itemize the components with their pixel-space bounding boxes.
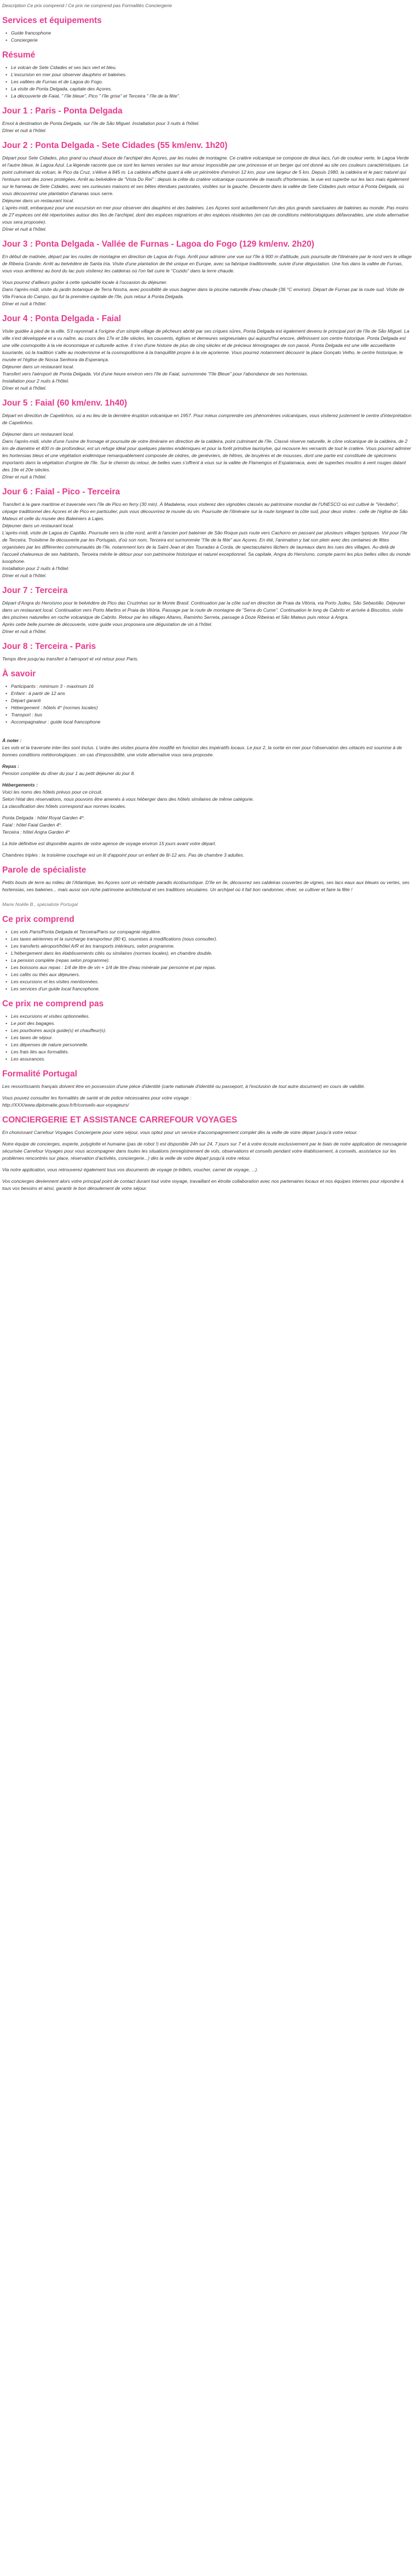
list-item: • Les taxes de séjour. bbox=[2, 1034, 412, 1041]
formalite-text: Les ressortissants français doivent être en possession d'une pièce d'identité (carte nationale d'identité ou passeport, à l'exclusion de tout autre document) en cours de validité. bbox=[2, 1084, 365, 1089]
comprend-title: Ce prix comprend bbox=[2, 915, 74, 924]
day-title: Jour 4 : Ponta Delgada - Faial bbox=[2, 314, 122, 323]
list-item: • La découverte de Faial, " l'île bleue", Pico " l'île grise" et Terceira " l'île de la fête". bbox=[2, 93, 412, 100]
repas-text: Pension complète du dîner du jour 1 au petit déjeuner du jour 8. bbox=[2, 771, 135, 776]
conciergerie-text-4: Vos concierges deviennent alors votre principal point de contact durant tout votre voyage, travaillant en étroite collaboration avec nos partenaires locaux et nos équipes internes pour répondre à tous vos besoins et ainsi, garantir le bon déroulement de votre séjour. bbox=[2, 1178, 404, 1191]
list-item: • Les vallées de Furnas et de Lagoa do Fogo. bbox=[2, 78, 412, 86]
list-item: • L'excursion en mer pour observer dauphins et baleines. bbox=[2, 71, 412, 78]
a-savoir-title: À savoir bbox=[2, 669, 36, 679]
list-item: • Guide francophone bbox=[2, 30, 412, 37]
comprend-list bbox=[2, 928, 412, 993]
list-item: • Les dépenses de nature personnelle. bbox=[2, 1041, 412, 1048]
list-item: • Hébergement : hôtels 4* (normes locales) bbox=[2, 704, 412, 711]
resume-list bbox=[2, 64, 412, 100]
list-item: • Conciergerie bbox=[2, 37, 412, 44]
day-title: Jour 5 : Faial (60 km/env. 1h40) bbox=[2, 398, 127, 408]
day-title: Jour 6 : Faial - Pico - Terceira bbox=[2, 487, 120, 497]
day-title: Jour 8 : Terceira - Paris bbox=[2, 642, 96, 651]
list-item: • Les vols Paris/Ponta Delgada et Terceira/Paris sur compagnie régulière. bbox=[2, 928, 412, 936]
ne-comprend-list bbox=[2, 1013, 412, 1063]
list-item: • Les boissons aux repas : 1/4 de litre de vin + 1/4 de litre d'eau minérale par personne et par repas. bbox=[2, 964, 412, 971]
day-text: Départ en direction de Capelinhos, où a eu lieu de la dernière éruption volcanique en 1957. Pour mieux comprendre ces phénomènes volcaniques, vous visiterez justement le centre d'interprétation de Capelinhos. bbox=[2, 413, 412, 425]
day-text: Départ pour Sete Cidades, plus grand ou chaud douce de l'archipel des Açores, par les routes de montagne. Ce cratère volcanique se compose de deux lacs, l'un de couleur verte, le Lagoa Verde et l'autre bleue, le Lagoa Azul. La légende raconte que ce sont les larmes versées sur leur amour impossible par une princesse et un berger qui ont donné au site ces couleurs caractéristiques. Le point culminant du volcan, le Pico da Cruz, s'élève à 845 m. La caldeira affiche quant à elle un périmètre d'environ 12 km, pour une largeur de 5 km. Depuis 1980, la caldeira et le parc naturel qui l'entoure sont des zones protégées. Arrêt au belvédère de "Vista Do Rei" : depuis la crête du cratère volcanique couronnée de massifs d'hortensias, la vue est superbe sur les lacs mais également sur le hameau de Sete Cidades, avec ses curieuses maisons et ses bêtes étendues pastorales, visibles sur la gauche. Descente dans la vallée de Sete Cidades puis retour à Ponta Delgada, où vous découvrirez une plantation d'ananas sous serre. Déjeuner dans un restaurant local. L'après-midi, embarquez pour une excursion en mer pour observer des dauphins et des baleines. Les Açores sont actuellement l'un des plus grands sanctuaires de baleines au monde. Pas moins de 27 espèces ont été répertoriées autour des îles de l'archipel, dont des espèces migratrices et des espèces résidentes (en cas de conditions météorologiques défavorables, une visite alternative vous sera proposée). Dîner et nuit à l'hôtel. bbox=[2, 155, 409, 232]
hotels-list: Ponta Delgada : hôtel Royal Garden 4*. Faial : hôtel Faial Garden 4*. Terceira : hôtel Angra Garden 4* bbox=[2, 815, 85, 835]
list-item: • Les services d'un guide local francophone. bbox=[2, 985, 412, 993]
list-item: • Transport : bus bbox=[2, 711, 412, 719]
intro-line: Description Ce prix comprend / Ce prix ne comprend pas Formalités Conciergerie bbox=[2, 3, 172, 8]
list-item: • Les pourboires aux(à guide(s) et chauffeur(s). bbox=[2, 1027, 412, 1034]
list-item: • Les transferts aéroport/hôtel A/R et les transports intérieurs, selon programme. bbox=[2, 943, 412, 950]
list-item: • Les excursions et visites optionnelles. bbox=[2, 1013, 412, 1020]
list-item: • Les cafés ou thés aux déjeuners. bbox=[2, 971, 412, 978]
day-text: Départ d'Angra do Heroísmo pour le belvédère de Pico das Cruzinhas sur le Monte Brasil. Continuation par la côte sud en direction de Praia da Vitória, via Porto Judeu, São Sebastião. Déjeuner dans un restaurant local. Continuation vers Porto Martins et Praia da Vitória. Passage par la route de montagne de "Serra do Cume". Continuation le long de Cabrito et arrivée à Biscoitos, visite des piscines naturelles en roche volcanique de Cabrito. Retour par les villages Altares, Raminho Serreta, passage à Doze Ribeiras et São Mateus puis retour à Angra. Après cette belle journée de découverte, votre guide vous proposera une dégustation de vin à l'hôtel. Dîner et nuit à l'hôtel. bbox=[2, 600, 406, 634]
day-title: Jour 7 : Terceira bbox=[2, 586, 68, 595]
list-item: • Accompagnateur : guide local francophone bbox=[2, 719, 412, 726]
specialiste-title: Parole de spécialiste bbox=[2, 865, 87, 875]
list-item: • Le volcan de Sete Cidades et ses lacs vert et bleu. bbox=[2, 64, 412, 71]
resume-title: Résumé bbox=[2, 50, 36, 60]
note-label: À noter : bbox=[2, 738, 22, 743]
hotels-note: La liste définitive est disponible auprès de votre agence de voyage environ 15 jours avant votre départ. bbox=[2, 841, 216, 846]
list-item: • La pension complète (repas selon programme). bbox=[2, 957, 412, 964]
a-savoir-list bbox=[2, 683, 412, 726]
specialiste-text: Petits bouts de terre au milieu de l'Atlantique, les Açores sont un véritable paradis écotouristique. D'île en île, découvrez ses caldeiras couvertes de vignes, ses lacs eaux aux bleues ou vertes, ses hortensias, ses baleines... mais aussi son riche patrimoine architectural et ses traditions séculaires. Un archipel où il fait bon randonner, rêver, se cultiver et faire la fête ! bbox=[2, 880, 410, 892]
hebergements-text: Voici les noms des hôtels prévus pour ce circuit. Selon l'état des réservations, nous pouvons être amenés à vous héberger dans des hôtels similaires de même catégorie. La classification des hôtels correspond aux normes locales. bbox=[2, 789, 254, 809]
conciergerie-title: CONCIERGERIE ET ASSISTANCE CARREFOUR VOYAGES bbox=[2, 1115, 238, 1125]
day-text: Visite guidée à pied de la ville. S'il rayonnait à l'origine d'un simple village de pêcheurs abrité par ses criques sûres, Ponta Delgada est également devenu le principal port de l'île de São Miguel. La ville s'est développée et a vu naître, au cours des 17e et 18e siècles, les couvents, églises et demeures seigneuriales qui aujourd'hui encore, définissent son centre historique. Ponta Delgada est une ville cosmopolite à la vie économique et culturelle active. Il s'en d'une histoire de plus de cinq siècles et de précieux témoignages de son passé, Ponta Delgada est une ville accueillante luxuriante, où la tradition s'allie au modernisme et la cosmopolitisme à la tranquillité propre à la vie açorienne. Vous pourrez notamment découvrir la place Gonçalo Velho, le centre historique, le musée et l'église de Nossa Senhora da Esperança. Déjeuner dans un restaurant local. Transfert vers l'aéroport de Ponta Delgada. Vol d'une heure environ vers l'île de Faial, surnommée "l'île Bleue" pour l'abondance de ses hortensias. Installation pour 2 nuits à l'hôtel. Dîner et nuit à l'hôtel. bbox=[2, 328, 410, 391]
note-text: Les vols et la traversée inter-îles sont inclus. L'ordre des visites pourra être modifié en fonction des impératifs locaux. Le jour 2, la sortie en mer pour l'observation des cétacés est soumise à de bonnes conditions météorologiques : en cas d'impossibilité, une visite alternative vous sera proposée. bbox=[2, 745, 402, 757]
ne-comprend-title: Ce prix ne comprend pas bbox=[2, 999, 104, 1008]
list-item: • Enfant : à partir de 12 ans bbox=[2, 690, 412, 697]
list-item: • La visite de Ponta Delgada, capitale des Açores. bbox=[2, 86, 412, 93]
list-item: • Le port des bagages. bbox=[2, 1020, 412, 1027]
day-text: Vous pourrez d'ailleurs goûter à cette spécialité locale à l'occasion du déjeuner. Dans l'après-midi, visite du jardin botanique de Terra Nostra, avec possibilité de vous baigner dans la piscine naturelle d'eau chaude (36 °C environ). Départ de Furnas par la route sud. Visite de Vila Franca do Campo, qui fut la première capitale de l'île, puis retour à Ponta Delgada. Dîner et nuit à l'hôtel. bbox=[2, 280, 405, 306]
day-title: Jour 1 : Paris - Ponta Delgada bbox=[2, 106, 123, 116]
specialiste-signature: Marie Noëlle B., spécialiste Portugal bbox=[2, 902, 78, 907]
list-item: • L'hébergement dans les établissements cités ou similaires (normes locales), en chambre double. bbox=[2, 950, 412, 957]
day-text: Transfert à la gare maritime et traversée vers l'île de Pico en ferry (30 min). À Madalena, vous visiterez des vignobles classés au patrimoine mondial de l'UNESCO où est cultivé le "Verdelho", cépage traditionnel des Açores et de Pico en particulier, puis vous découvrirez le musée du vin. Poursuite de l'itinéraire sur la route longeant la côte sud, pour deux visites : celle de l'église de São Mateus et celle du musée des Baleiniers à Lajes. Déjeuner dans un restaurant local. L'après-midi, visite de Lagoa do Capitão. Poursuite vers la côte nord, arrêt à l'ancien port baleinier de São Roque puis route vers Cachorro en passant par plusieurs villages typiques. Vol pour l'île de Terceira. Troisième île découverte par les Portugais, d'où son nom, Terceira est surnommée "l'île de la fête" aux Açores. En été, l'animation y bat son plein avec des centaines de fêtes organisées par les différentes communautés de l'île, notamment lors de la Saint-Jean et des Touradas à Corda, de spectaculaires lâchers de taureaux dans les rues des villages. Au-delà de l'accueil chaleureux de ses habitants, Terceira mérite le détour pour son patrimoine historique et naturel exceptionnel. Sa capitale, Angra do Heroísmo, compte parmi les plus belles villes du monde lusophone. Installation pour 2 nuits à l'hôtel. Dîner et nuit à l'hôtel. bbox=[2, 501, 411, 578]
day-text: Déjeuner dans un restaurant local. Dans l'après-midi, visite d'une l'usine de fromage et poursuite de votre itinéraire en direction de la caldeira, point culminant de l'île. Classé réserve naturelle, le cône volcanique de la caldeira, de 2 km de diamètre et 400 m de profondeur, est un refuge idéal pour quelques plantes endémiques et pour la forêt primitive laurisylve, qui recouvre les versants de tout le cratère. Vous pourrez admirer les hortensias bleus et une végétation endémique remarquablement composée de cèdres, de genévriers, de hêtres, de bruyères et de mousses, dont une partie est constituée de spécimens importants dans la végétation d'origine de l'île. Sur le chemin du retour, de belles vues s'offrent à vous sur la vallée de Flamengos et Espalamaca, avec de superbes moulins à vent rouges datant des 19e et 20e siècles. Dîner et nuit à l'hôtel. bbox=[2, 431, 411, 480]
services-title: Services et équipements bbox=[2, 16, 102, 25]
services-list bbox=[2, 30, 412, 44]
hebergements-label: Hébergements : bbox=[2, 782, 38, 788]
formalite-link-text[interactable]: Vous pouvez consulter les formalités de santé et de police nécessaires pour votre voyage : http://XXX/www.diplomatie.gouv.fr/fr/conseils-aux-voyageurs/ bbox=[2, 1095, 192, 1108]
list-item: • Les assurances. bbox=[2, 1056, 412, 1063]
conciergerie-text-2: Notre équipe de concierges, experte, polyglotte et humaine (pas de robot !) est disponible 24h sur 24, 7 jours sur 7 et à votre écoute exclusivement par le biais de notre application de messagerie sécurisée Carrefour Voyages pour vous accompagner dans toutes les situations (enregistrement de vols, observations et conseils pendant votre établissement, à conseils, assistance sur les problèmes rencontrés sur place, réservation d'activités, conciergerie...) dès la veille de votre départ jusqu'à votre retour. bbox=[2, 1141, 407, 1161]
list-item: • Les taxes aériennes et la surcharge transporteur (80 €), soumises à modifications (nous consulter). bbox=[2, 936, 412, 943]
itinerary bbox=[2, 106, 412, 663]
formalite-title: Formalité Portugal bbox=[2, 1069, 77, 1079]
day-title: Jour 3 : Ponta Delgada - Vallée de Furnas - Lagoa do Fogo (129 km/env. 2h20) bbox=[2, 240, 314, 249]
day-title: Jour 2 : Ponta Delgada - Sete Cidades (55 km/env. 1h20) bbox=[2, 141, 228, 150]
day-text: Envol à destination de Ponta Delgada, sur l'île de São Miguel. Installation pour 3 nuits à l'hôtel. Dîner et nuit à l'hôtel. bbox=[2, 121, 200, 133]
list-item: • Les excursions et les visites mentionnées. bbox=[2, 978, 412, 985]
conciergerie-text-1: En choisissant Carrefour Voyages Conciergerie pour votre séjour, vous optez pour un service d'accompagnement complet dès la veille de votre départ jusqu'à votre retour. bbox=[2, 1130, 358, 1135]
conciergerie-text-3: Via notre application, vous retrouverez également tous vos documents de voyage (e-billets, voucher, carnet de voyage, ...). bbox=[2, 1167, 258, 1172]
day-text: Temps libre jusqu'au transfert à l'aéroport et vol retour pour Paris. bbox=[2, 656, 139, 662]
repas-label: Repas : bbox=[2, 763, 20, 769]
chambres-note: Chambres triples : la troisième couchage est un lit d'appoint pour un enfant de 8/-12 ans. Pas de chambre 3 adultes. bbox=[2, 852, 245, 858]
list-item: • Participants : minimum 3 - maximum 16 bbox=[2, 683, 412, 690]
day-text: En début de matinée, départ par les routes de montagne en direction de Lagoa do Fogo. Arrêt pour admirer une vue sur l'île à 900 m d'altitude, puis poursuite de l'itinéraire par le nord vers le village de Ribeira Grande. Arrêt au belvédère de Santa Iria. Visite d'une plantation de thé unique en Europe, avec sa fabrique traditionnelle, suivie d'une dégustation. Une fois dans la vallée de Furnas, vous vous arrêterez au bord du lac puis visiterez les caldeiras où l'on fait cuire le "Cozido" dans la terre chaude. bbox=[2, 254, 412, 273]
list-item: • Les frais liés aux formalités. bbox=[2, 1048, 412, 1056]
list-item: • Départ garanti bbox=[2, 697, 412, 704]
